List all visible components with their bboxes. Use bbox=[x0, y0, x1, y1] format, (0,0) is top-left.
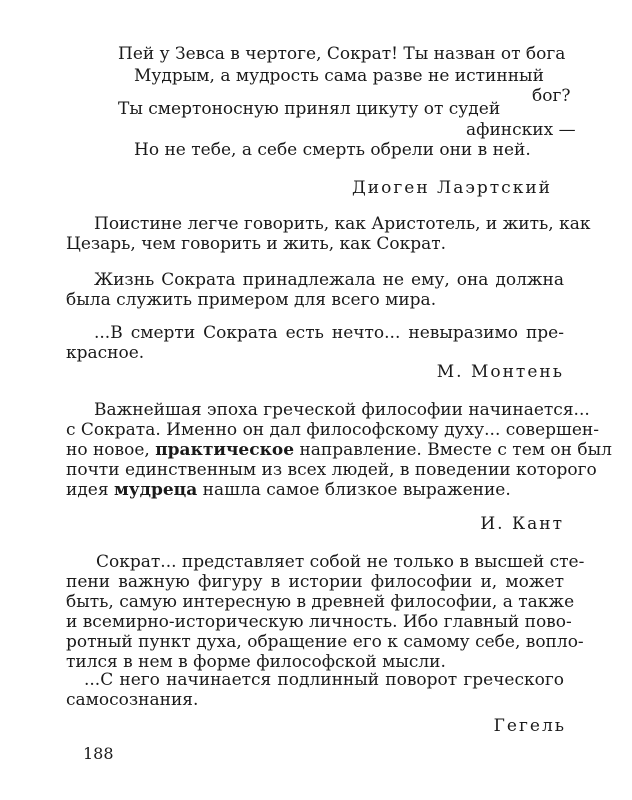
poem-line-4: Но не тебе, а себе смерть обрели они в ней. bbox=[134, 140, 531, 160]
quote-6-line-3: быть, самую интересную в древней философии, а также bbox=[66, 592, 575, 612]
quote-5-line-5-end: нашла самое близкое выражение. bbox=[202, 480, 511, 500]
quote-5-line-3-start: но новое, bbox=[66, 440, 150, 460]
quote-6-line-4: и всемирно-историческую личность. Ибо главный пово- bbox=[66, 612, 572, 632]
quote-5-line-3 bbox=[66, 440, 612, 460]
poem-line-2-continuation: бог? bbox=[532, 86, 571, 106]
emphasis-sage: мудреца bbox=[114, 480, 198, 500]
poem-line-3-continuation: афинских — bbox=[466, 120, 576, 140]
quote-6-line-2: пени важную фигуру в истории философии и, может bbox=[66, 572, 564, 592]
quote-2-line-2: Цезарь, чем говорить и жить, как Сократ. bbox=[66, 234, 447, 254]
quote-5-line-1: Важнейшая эпоха греческой философии начинается... bbox=[94, 400, 590, 420]
quote-5-line-5 bbox=[66, 480, 511, 500]
quote-6-line-7: ...С него начинается подлинный поворот греческого bbox=[84, 670, 564, 690]
poem-line-1: Пей у Зевса в чертоге, Сократ! Ты назван от бога bbox=[118, 44, 566, 64]
signature-montaigne: М. Монтень bbox=[436, 362, 564, 382]
quote-5-line-2: с Сократа. Именно он дал философскому духу... совершен- bbox=[66, 420, 599, 440]
poem-line-2: Мудрым, а мудрость сама разве не истинный bbox=[134, 66, 544, 86]
quote-5-line-4: почти единственным из всех людей, в поведении которого bbox=[66, 460, 597, 480]
poem-line-3: Ты смертоносную принял цикуту от судей bbox=[118, 99, 501, 119]
page-number: 188 bbox=[83, 744, 114, 763]
quote-6-line-8: самосознания. bbox=[66, 690, 199, 710]
quote-4-line-1: ...В смерти Сократа есть нечто... невыразимо пре- bbox=[94, 323, 564, 343]
quote-5-line-3-end: направление. Вместе с тем он был bbox=[299, 440, 612, 460]
quote-2-line-1: Поистине легче говорить, как Аристотель, и жить, как bbox=[94, 214, 591, 234]
quote-4-line-2: красное. bbox=[66, 343, 145, 363]
quote-5-line-5-start: идея bbox=[66, 480, 109, 500]
signature-diogenes: Диоген Лаэртский bbox=[351, 178, 552, 198]
emphasis-practical: практическое bbox=[155, 440, 295, 460]
quote-3-line-1: Жизнь Сократа принадлежала не ему, она должна bbox=[94, 270, 564, 290]
quote-6-line-6: тился в нем в форме философской мысли. bbox=[66, 652, 446, 672]
quote-6-line-5: ротный пункт духа, обращение его к самому себе, вопло- bbox=[66, 632, 584, 652]
signature-kant: И. Кант bbox=[480, 514, 564, 534]
quote-6-line-1: Сократ... представляет собой не только в высшей сте- bbox=[96, 552, 585, 572]
signature-hegel: Гегель bbox=[493, 716, 566, 736]
quote-3-line-2: была служить примером для всего мира. bbox=[66, 290, 437, 310]
